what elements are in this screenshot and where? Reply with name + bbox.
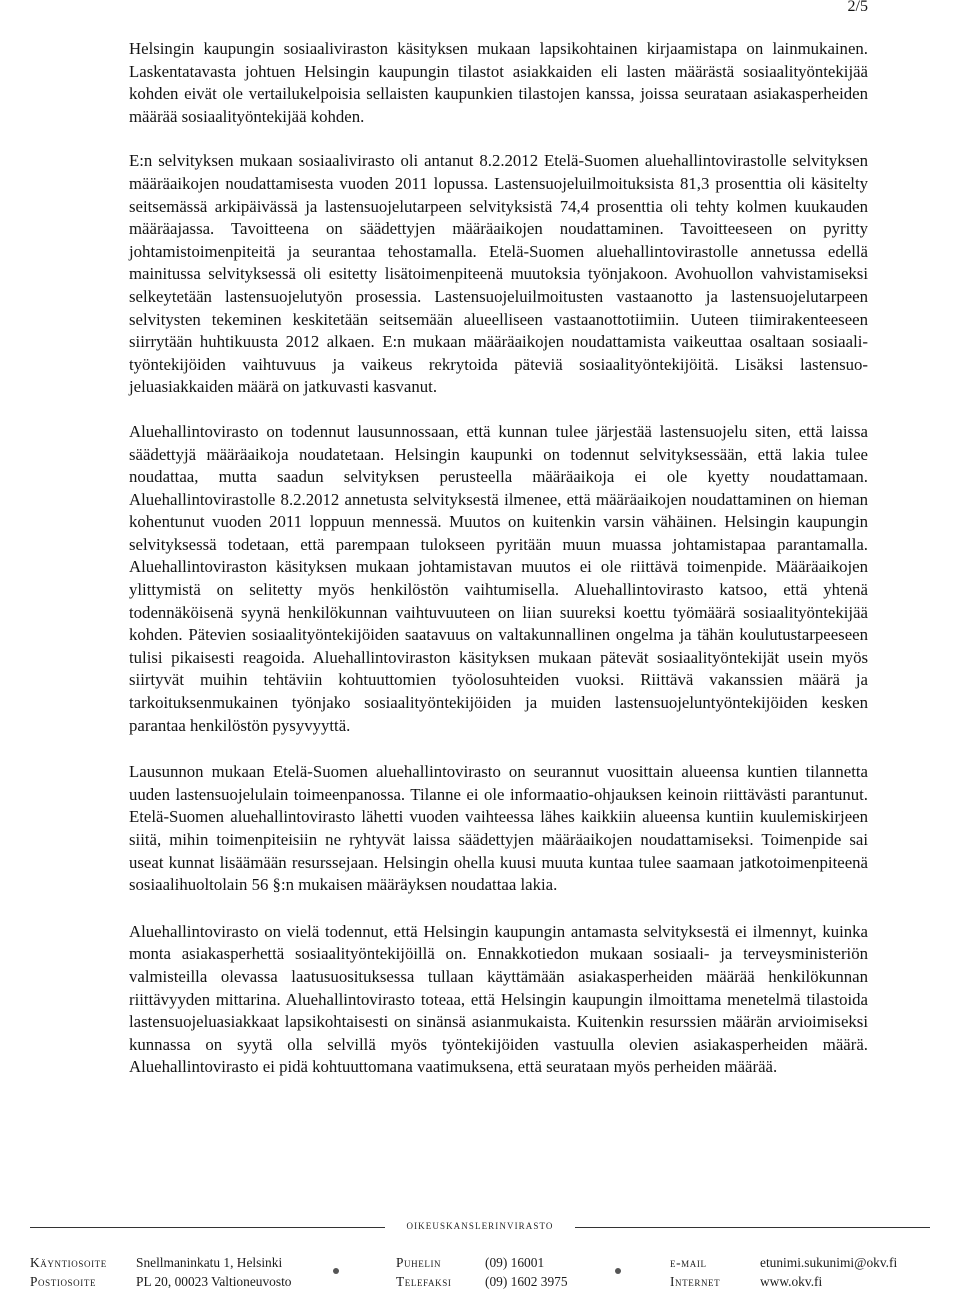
page-number: 2/5	[847, 0, 868, 15]
footer-divider-left	[30, 1227, 385, 1228]
footer-brand: oikeuskanslerinvirasto	[406, 1217, 554, 1232]
phone-value: (09) 16001	[485, 1255, 545, 1270]
footer-separator-dot	[615, 1268, 621, 1274]
footer-web-labels	[670, 1254, 720, 1291]
website-value: www.okv.fi	[760, 1273, 823, 1289]
visit-address-value: Snellmaninkatu 1, Helsinki	[136, 1255, 283, 1270]
fax-label: Telefaksi	[396, 1273, 452, 1289]
footer-separator-dot	[333, 1268, 339, 1274]
footer-web-values	[760, 1254, 897, 1291]
email-label: e-mail	[670, 1255, 707, 1270]
footer-address-labels	[30, 1254, 107, 1291]
footer-phone-labels	[396, 1254, 451, 1291]
paragraph-5: Aluehallintovirasto on vielä todennut, että Helsingin kaupungin antamasta selvityksestä ei ilmennyt, kuinka monta asiakasperhettä sosiaalityöntekijöillä on. Ennakkotiedon mukaan sosiaali- ja terveysministeriön valmisteilla olevassa laatusuosituksessa tullaan käyttämään asiakasperheiden määrää henkilökunnan riittävyyden mittarina. Aluehallintovirasto toteaa, että Helsingin kaupungin ilmoittama menetelmä tilastoida lastensuojeluasiakkaat lapsikohtaisesti on sinänsä asianmukaista. Kuitenkin resurssien määrän arvioimiseksi kunnassa on syytä olla selvillä myös työntekijöiden vastuulla olevien asiakasperheiden määrä. Aluehallintovirasto ei pidä kohtuuttomana vaatimuksena, että seurataan myös perheiden määrää.	[129, 921, 868, 1077]
internet-label: Internet	[670, 1273, 721, 1289]
paragraph-2: E:n selvityksen mukaan sosiaalivirasto oli antanut 8.2.2012 Etelä-Suomen aluehallintovirastolle selvityksen määräaikojen noudattamisesta vuoden 2011 lopussa. Lastensuojeluilmoituksista 81,3 prosenttia oli käsitelty seitsemässä arkipäivässä ja lastensuojelutarpeen selvityksistä 74,4 prosenttia oli tehty kolmen kuukauden määräajassa. Tavoitteena on säädettyjen määräaikojen noudattaminen. Tavoitteeseen on pyritty johtamistoimenpiteitä ja seurantaa tehostamalla. Etelä-Suomen aluehallintovirastolle annetussa edellä mainitussa selvityksessä oli esitetty lisätoimenpiteenä muutoksia työnjakoon. Avohuollon vahvistamiseksi selkeytetään lastensuojelutyön prosessia. Lastensuojeluilmoitusten vastaanotto ja lastensuojelutarpeen selvitysten tekeminen keskitetään seitsemään alueelliseen vastaanottotiimiin. Uuteen tiimirakenteeseen siirrytään huhtikuusta 2012 alkaen. E:n mukaan määräaikojen noudattamista vaikeuttaa osaltaan sosiaalityöntekijöiden vaihtuvuus ja vaikeus rekrytoida päteviä sosiaalityöntekijöitä. Lisäksi lastensuojeluasiakkaiden määrä on jatkuvasti kasvanut.	[129, 151, 868, 397]
letter-body	[129, 38, 868, 1101]
email-value: etunimi.sukunimi@okv.fi	[760, 1255, 898, 1270]
postal-address-value: PL 20, 00023 Valtioneuvosto	[136, 1273, 292, 1289]
footer-address-values	[136, 1254, 291, 1291]
footer-divider-right	[575, 1227, 930, 1228]
paragraph-3: Aluehallintovirasto on todennut lausunnossaan, että kunnan tulee järjestää lastensuojelu siten, että laissa säädettyjä määräaikoja noudatetaan. Helsingin kaupunki on todennut selvityksessään, että lakia tulee noudattaa, mutta saadun selvityksen perusteella määräaikoja ei ole kyetty noudattamaan. Aluehallintovirastolle 8.2.2012 annetusta selvityksestä ilmenee, että määräaikojen noudattaminen on hieman kohentunut vuoden 2011 loppuun mennessä. Muutos on kuitenkin varsin vähäinen. Helsingin kaupungin selvityksessä todetaan, että parempaan tulokseen pyritään muun muassa johtamistapaa parantamalla. Aluehallintoviraston käsityksen mukaan johtamistavan muutos ei ole riittävä toimenpide. Määräaikojen ylittymistä on selitetty myös henkilöstön vaihtumisella. Aluehallintovirasto katsoo, että yhtenä todennäköisenä syynä henkilökunnan vaihtuvuuteen on liian suureksi koettu työmäärä sosiaalityöntekijää kohden. Pätevien sosiaalityöntekijöiden saatavuus on valtakunnallinen ongelma ja tähän koulutustarpeeseen tulisi pikaisesti reagoida. Aluehallintoviraston käsityksen mukaan pätevät sosiaalityöntekijät usein myös siirtyvät muihin tehtäviin kohtuuttomien työolosuhteiden vuoksi. Riittävä vakanssien määrä ja tarkoituksenmukainen työnjako sosiaalityöntekijöiden ja muiden lastensuojeluntyöntekijöiden kesken parantaa henkilöstön pysyvyyttä.	[129, 421, 868, 735]
fax-value: (09) 1602 3975	[485, 1273, 568, 1289]
paragraph-4: Lausunnon mukaan Etelä-Suomen aluehallintovirasto on seurannut vuosittain alueensa kuntien tilannetta uuden lastensuojelulain toimeenpanossa. Tilanne ei ole informaatio-ohjauksen keinoin riittävästi parantunut. Etelä-Suomen aluehallintovirasto lähetti vuoden vaihteessa lähes kaikkiin alueensa kuntiin kuulemiskirjeen siitä, mihin toimenpiteisiin ne ryhtyvät laissa säädettyjen määräaikojen noudattamiseksi. Toimenpide sai useat kunnat lisäämään resurssejaan. Helsingin ohella kuusi muuta kuntaa tulee saamaan jatkotoimenpiteenä sosiaalihuoltolain 56 §:n mukaisen määräyksen noudattaa lakia.	[129, 762, 868, 895]
visit-address-label: Käyntiosoite	[30, 1255, 107, 1270]
paragraph-1: Helsingin kaupungin sosiaaliviraston käsityksen mukaan lapsikohtainen kirjaamistapa on lainmukainen. Laskentatavasta johtuen Helsingin kaupungin tilastot asiakkaiden eli lasten määrästä sosiaalityöntekijää kohden eivät ole vertailukelpoisia sellaisten kaupunkien tilastojen kanssa, joissa seurataan asiakasperheiden määrää sosiaalityöntekijää kohden.	[129, 39, 868, 126]
postal-address-label: Postiosoite	[30, 1273, 97, 1289]
footer-phone-values	[485, 1254, 568, 1291]
phone-label: Puhelin	[396, 1255, 442, 1270]
